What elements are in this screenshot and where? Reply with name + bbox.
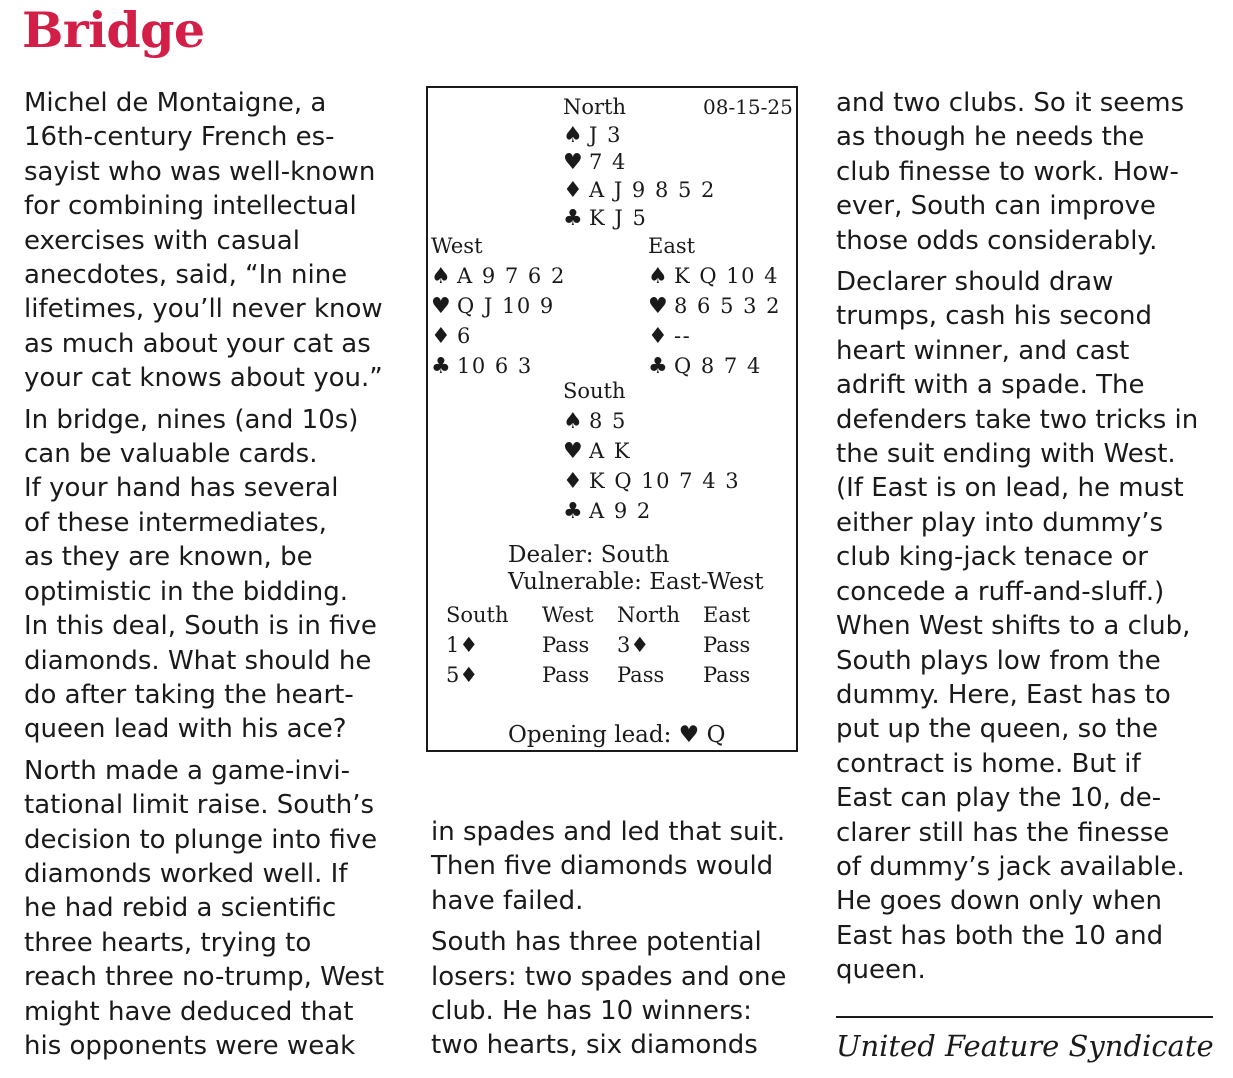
text-line: 16th-century French es-	[24, 122, 335, 153]
text-line: defenders take two tricks in	[836, 404, 1199, 435]
bridge-deal-diagram	[426, 86, 798, 752]
text-line: as they are known, be	[24, 542, 313, 573]
deal-date: 08-15-25	[703, 95, 793, 119]
heart-icon: ♥	[431, 294, 451, 319]
text-line: diamonds. What should he	[24, 645, 372, 676]
paragraph	[836, 265, 1222, 988]
text-line: club. He has 10 winners:	[431, 996, 752, 1027]
text-line: those odds considerably.	[836, 225, 1158, 256]
text-line: in spades and led that suit.	[431, 817, 786, 847]
heart-icon: ♥	[648, 294, 668, 319]
text-line: In bridge, nines (and 10s)	[24, 404, 359, 435]
text-line: can be valuable cards.	[24, 439, 318, 470]
text-line: might have deduced that	[24, 996, 354, 1027]
opening-lead: Opening lead: ♥ Q	[508, 722, 726, 748]
text-line: optimistic in the bidding.	[24, 576, 349, 607]
text-line: of dummy’s jack available.	[836, 851, 1185, 882]
text-line: either play into dummy’s	[836, 507, 1164, 538]
club-icon: ♣	[563, 206, 583, 231]
text-line: Michel de Montaigne, a	[24, 88, 327, 118]
spade-icon: ♠	[563, 123, 583, 148]
west-diamonds: ♦ 6	[431, 321, 472, 352]
south-label: South	[563, 379, 626, 403]
article-column-3	[836, 86, 1222, 995]
text-line: his opponents were weak	[24, 1030, 356, 1061]
auction-header: North	[617, 603, 681, 627]
article-column-2	[431, 815, 803, 1070]
east-label: East	[648, 234, 696, 258]
diamond-icon: ♦	[648, 324, 668, 349]
south-clubs: ♣ A 9 2	[563, 496, 652, 527]
text-line: North made a game-invi-	[24, 755, 351, 786]
auction-header: East	[703, 603, 751, 627]
text-line: your cat knows about you.”	[24, 363, 383, 394]
west-spades: ♠ A 9 7 6 2	[431, 261, 566, 292]
text-line: contract is home. But if	[836, 748, 1141, 779]
heart-icon: ♥	[563, 150, 583, 175]
east-hearts: ♥ 8 6 5 3 2	[648, 291, 781, 322]
text-line: diamonds worked well. If	[24, 858, 348, 889]
text-line: three hearts, trying to	[24, 927, 312, 958]
text-line: South has three potential	[431, 927, 762, 958]
text-line: have failed.	[431, 885, 584, 916]
paragraph	[24, 754, 406, 1064]
text-line: East has both the 10 and	[836, 920, 1164, 951]
text-line: Declarer should draw	[836, 267, 1114, 298]
paragraph	[836, 86, 1222, 258]
text-line: the suit ending with West.	[836, 439, 1176, 470]
text-line: club finesse to work. How-	[836, 156, 1179, 187]
text-line: lifetimes, you’ll never know	[24, 294, 383, 325]
paragraph	[431, 815, 803, 918]
east-clubs: ♣ Q 8 7 4	[648, 351, 762, 382]
paragraph	[24, 403, 406, 747]
text-line: decision to plunge into five	[24, 824, 378, 855]
text-line: put up the queen, so the	[836, 714, 1158, 745]
text-line: tational limit raise. South’s	[24, 790, 375, 821]
paragraph	[431, 925, 803, 1063]
text-line: He goes down only when	[836, 886, 1162, 917]
auction-bid: Pass	[542, 633, 590, 657]
auction-bid: 3♦	[617, 633, 650, 657]
text-line: clarer still has the finesse	[836, 817, 1170, 848]
text-line: reach three no-trump, West	[24, 962, 385, 993]
text-line: he had rebid a scientific	[24, 893, 337, 924]
text-line: club king-jack tenace or	[836, 542, 1148, 573]
north-hearts: ♥ 7 4	[563, 147, 627, 178]
diamond-icon: ♦	[563, 178, 583, 203]
text-line: ever, South can improve	[836, 191, 1156, 222]
spade-icon: ♠	[431, 264, 451, 289]
auction-bid: Pass	[617, 663, 665, 687]
diamond-icon: ♦	[431, 324, 451, 349]
spade-icon: ♠	[563, 409, 583, 434]
text-line: In this deal, South is in five	[24, 611, 377, 642]
text-line: as though he needs the	[836, 122, 1145, 153]
west-clubs: ♣ 10 6 3	[431, 351, 533, 382]
south-diamonds: ♦ K Q 10 7 4 3	[563, 466, 740, 497]
text-line: East can play the 10, de-	[836, 783, 1162, 814]
text-line: of these intermediates,	[24, 507, 327, 538]
text-line: exercises with casual	[24, 225, 300, 256]
text-line: queen lead with his ace?	[24, 714, 347, 745]
divider	[836, 1016, 1213, 1018]
east-diamonds: ♦ --	[648, 321, 691, 352]
club-icon: ♣	[563, 499, 583, 524]
north-clubs: ♣ K J 5	[563, 203, 647, 234]
north-spades: ♠ J 3	[563, 120, 622, 151]
west-hearts: ♥ Q J 10 9	[431, 291, 555, 322]
text-line: two hearts, six diamonds	[431, 1030, 758, 1061]
text-line: anecdotes, said, “In nine	[24, 260, 348, 291]
paragraph	[24, 86, 406, 396]
text-line: as much about your cat as	[24, 328, 371, 359]
text-line: adrift with a spade. The	[836, 370, 1145, 401]
west-label: West	[431, 234, 483, 258]
auction-bid: 1♦	[446, 633, 479, 657]
text-line: for combining intellectual	[24, 191, 357, 222]
text-line: concede a ruff-and-sluff.)	[836, 576, 1165, 607]
auction-bid: Pass	[703, 633, 751, 657]
diamond-icon: ♦	[563, 469, 583, 494]
south-hearts: ♥ A K	[563, 436, 631, 467]
text-line: sayist who was well-known	[24, 156, 376, 187]
text-line: losers: two spades and one	[431, 961, 787, 992]
text-line: do after taking the heart-	[24, 679, 354, 710]
text-line: trumps, cash his second	[836, 301, 1153, 332]
auction-bid: 5♦	[446, 663, 479, 687]
text-line: dummy. Here, East has to	[836, 679, 1171, 710]
vulnerable-line: Vulnerable: East-West	[508, 569, 764, 595]
syndicate-credit: United Feature Syndicate	[836, 1029, 1214, 1063]
text-line: Then five diamonds would	[431, 851, 774, 882]
auction-bid: Pass	[703, 663, 751, 687]
club-icon: ♣	[648, 354, 668, 379]
auction-bid: Pass	[542, 663, 590, 687]
heart-icon: ♥	[563, 439, 583, 464]
north-diamonds: ♦ A J 9 8 5 2	[563, 175, 716, 206]
auction-header: South	[446, 603, 509, 627]
club-icon: ♣	[431, 354, 451, 379]
article-column-1	[24, 86, 406, 1070]
south-spades: ♠ 8 5	[563, 406, 627, 437]
text-line: heart winner, and cast	[836, 335, 1130, 366]
text-line: If your hand has several	[24, 473, 339, 504]
east-spades: ♠ K Q 10 4	[648, 261, 779, 292]
text-line: queen.	[836, 955, 926, 986]
auction-header: West	[542, 603, 594, 627]
spade-icon: ♠	[648, 264, 668, 289]
page-title: Bridge	[22, 1, 205, 59]
north-label: North	[563, 95, 627, 119]
text-line: and two clubs. So it seems	[836, 88, 1185, 118]
text-line: South plays low from the	[836, 645, 1161, 676]
text-line: (If East is on lead, he must	[836, 473, 1184, 504]
text-line: When West shifts to a club,	[836, 611, 1191, 642]
dealer-line: Dealer: South	[508, 542, 670, 568]
